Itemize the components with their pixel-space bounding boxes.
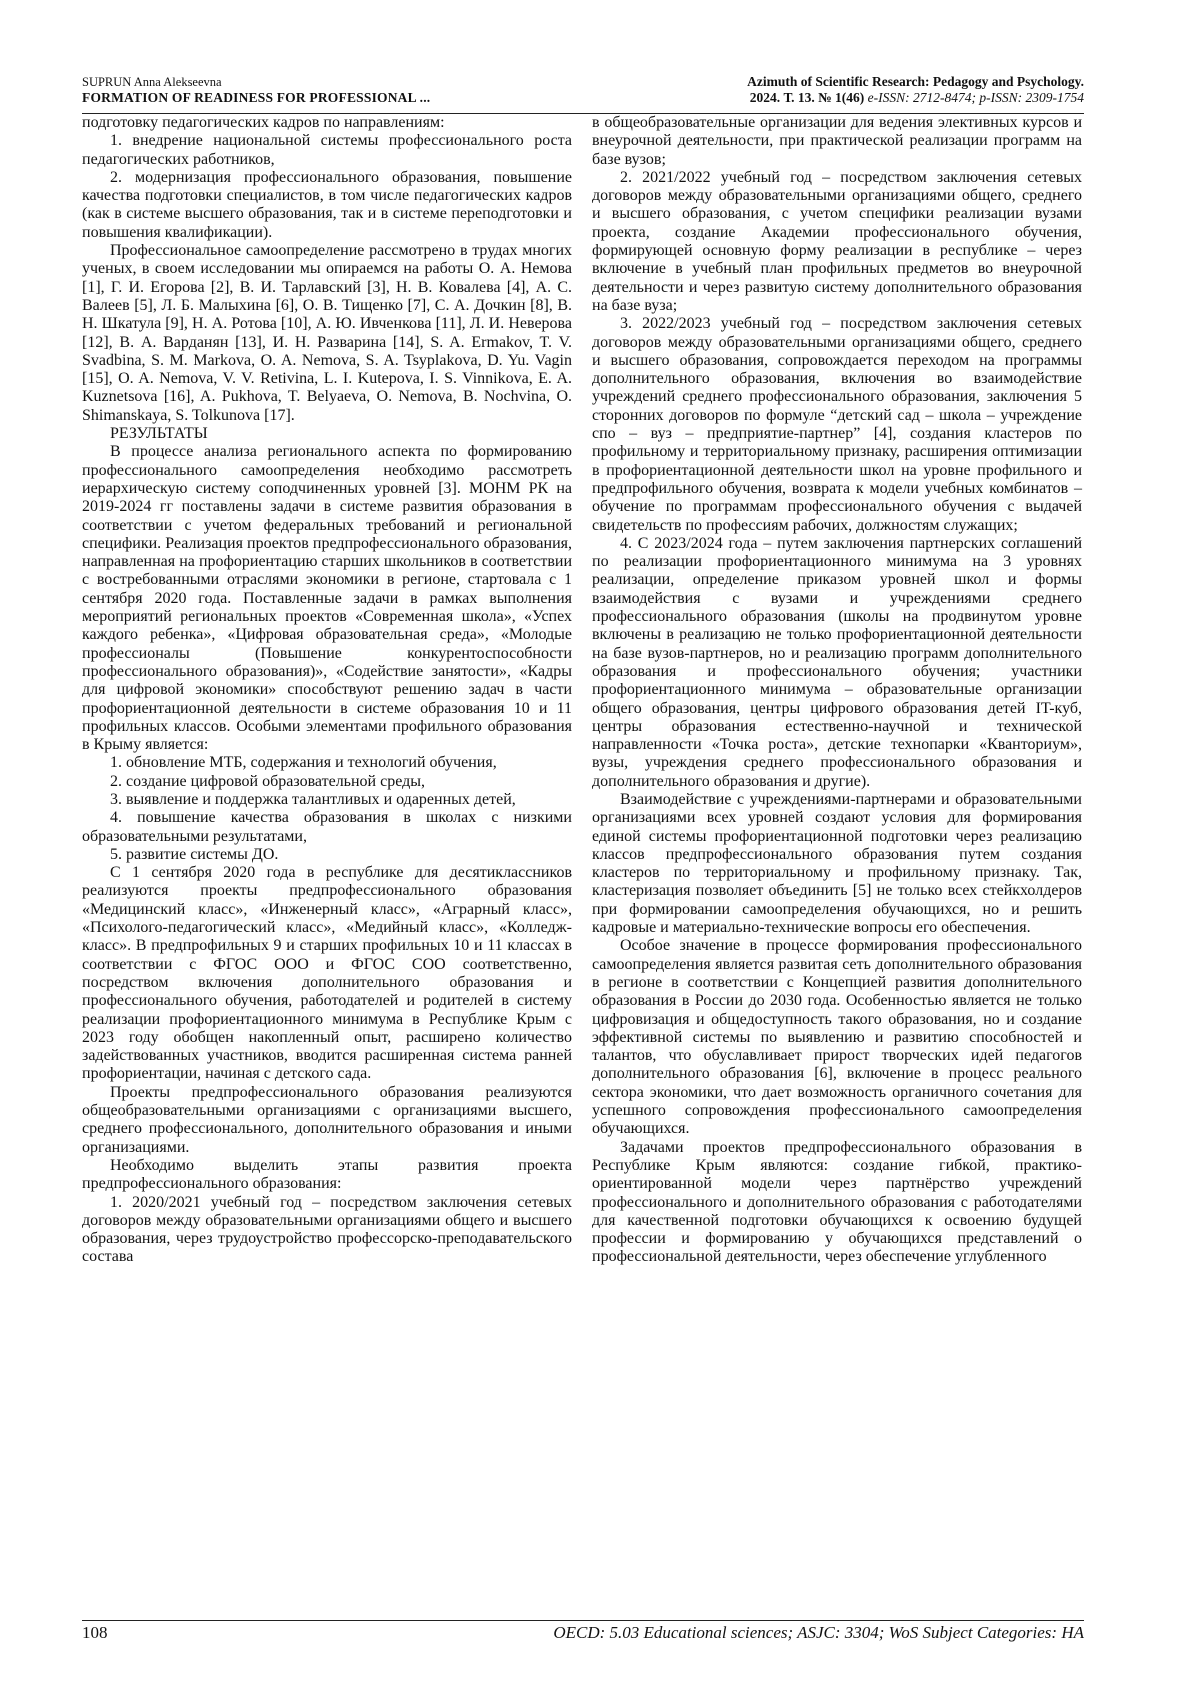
header-article-title: FORMATION OF READINESS FOR PROFESSIONAL ... [82,90,431,105]
paragraph: Задачами проектов предпрофессионального образования в Республике Крым являются: создание гибкой, практико-ориентированной модели через партнёрство учреждений профессионального и дополнительного образования с работодателями для качественной подготовки обучающихся к освоению будущей профессии и формированию у обучающихся представлений о профессиональной деятельности, через обеспечение углубленного [592,1138,1082,1266]
list-item: 3. выявление и поддержка талантливых и одаренных детей, [110,790,516,808]
list-item: 4. С 2023/2024 года – путем заключения партнерских соглашений по реализации профориентационного минимума на 3 уровнях реализации, определение приказом уровней школ и формы взаимодействия с вузами и учреждениями среднего профессионального образования (школы на продвинутом уровне включены в реализацию не только профориентационной деятельности на базе вузов-партнеров, но и реализацию программ дополнительного образования и профессионального обучения; участники профориентационного минимума – образовательные организации общего образования, центры цифрового образования детей IT-куб, центры образования естественно-научной и технической направленности «Точка роста», детские технопарки «Кванториум», вузы, учреждения среднего профессионального образования и дополнительного образования и другие). [592,534,1082,790]
list-item: 2. создание цифровой образовательной среды, [110,772,425,790]
paragraph: С 1 сентября 2020 года в республике для десятиклассников реализуются проекты предпрофессионального образования «Медицинский класс», «Инженерный класс», «Аграрный класс», «Психолого-педагогический класс», «Медийный класс», «Колледж-класс». В предпрофильных 9 и старших профильных 10 и 11 классах в соответствии с ФГОС ООО и ФГОС СОО соответственно, посредством включения дополнительного образования и профессионального обучения, работодателей и родителей в систему реализации профориентационного минимума в Республике Крым с 2023 году обобщен накопленный опыт, расширено количество задействованных участников, вводится расширенная система ранней профориентации, начиная с детского сада. [82,864,572,1083]
right-column [592,114,1082,1267]
footer-rule [82,1620,1084,1621]
section-heading-results: РЕЗУЛЬТАТЫ [110,425,208,443]
list-item: 2. модернизация профессионального образования, повышение качества подготовки специалистов, в том числе педагогических кадров (как в системе высшего образования, так и в системе переподготовки и повышения квалификации). [82,168,572,241]
running-header-right [747,74,1084,106]
list-item: 2. 2021/2022 учебный год – посредством заключения сетевых договоров между образовательными организациями общего, среднего и высшего образования, с учетом специфики реализации вузами проекта, создание Академии профессионального обучения, формирующей основную форму реализации в республике – через включение в учебный план профильных предметов во внеурочной деятельности и через развитую систему дополнительного образования на базе вуза; [592,168,1082,314]
paragraph: В процессе анализа регионального аспекта по формированию профессионального самоопределения необходимо рассмотреть иерархическую систему соподчиненных уровней [3]. МОНМ РК на 2019-2024 гг поставлены задачи в системе развития образования в соответствии с учетом федеральных требований и региональной специфики. Реализация проектов предпрофессионального образования, направленная на профориентацию старших школьников в соответствии с востребованными отраслями экономики в регионе, стартовала с 1 сентября 2020 года. Поставленные задачи в рамках выполнения мероприятий региональных проектов «Современная школа», «Успех каждого ребенка», «Цифровая образовательная среда», «Молодые профессионалы (Повышение конкурентоспособности профессионального образования)», «Содействие занятости», «Кадры для цифровой экономики» способствуют решению задач в части профориентационной деятельности в системе образования 10 и 11 профильных классов. Особыми элементами профильного образования в Крыму является: [82,443,572,754]
paragraph: Профессиональное самоопределение рассмотрено в трудах многих ученых, в своем исследовании мы опираемся на работы О. А. Немова [1], Г. И. Егорова [2], В. И. Тарлавский [3], Н. В. Ковалева [4], А. С. Валеев [5], Л. Б. Малыхина [6], О. В. Тищенко [7], С. А. Дочкин [8], В. Н. Шкатула [9], Н. А. Ротова [10], А. Ю. Ивченкова [11], Л. И. Неверова [12], В. А. Варданян [13], И. Н. Разварина [14], S. A. Ermakov, T. V. Svadbina, S. M. Markova, O. A. Nemova, S. A. Tsyplakova, D. Yu. Vagin [15], O. A. Nemova, V. V. Retivina, L. I. Kutepova, I. S. Vinnikova, E. A. Kuznetsova [16], A. Pukhova, T. Belyaeva, O. Nemova, B. Nochvina, O. Shimanskaya, S. Tolkunova [17]. [82,242,572,424]
page-number: 108 [82,1623,108,1642]
list-item: 3. 2022/2023 учебный год – посредством заключения сетевых договоров между образовательными организациями общего, среднего и высшего образования, сопровождается переходом на программы дополнительного образования, включения во взаимодействие учреждений среднего профессионального образования, заключения 5 сторонних договоров по формуле “детский сад – школа – учреждение спо – вуз – предприятие-партнер” [4], создания кластеров по профильному и территориальному признаку, расширения оптимизации в профориентационной деятельности школ на уровне профильного и предпрофильного обучения, возврата к модели учебных комбинатов – обучение по программам профессионального обучения с выдачей свидетельств по профессиям рабочих, должностям служащих; [592,315,1082,534]
list-item: 5. развитие системы ДО. [110,845,279,863]
header-issn: e-ISSN: 2712-8474; p-ISSN: 2309-1754 [867,90,1084,105]
subject-classification: OECD: 5.03 Educational sciences; ASJC: 3304; WoS Subject Categories: HA [553,1623,1084,1642]
header-issue: 2024. Т. 13. № 1(46) [749,90,865,105]
left-column [82,114,572,1267]
paragraph: Необходимо выделить этапы развития проекта предпрофессионального образования: [82,1156,572,1193]
paragraph: в общеобразовательные организации для ведения элективных курсов и внеурочной деятельности, при практической реализации программ на базе вузов; [592,114,1082,168]
paragraph: подготовку педагогических кадров по направлениям: [82,114,445,131]
list-item: 1. внедрение национальной системы профессионального роста педагогических работников, [82,132,572,168]
paragraph: Особое значение в процессе формирования профессионального самоопределения является развитая сеть дополнительного образования в регионе в соответствии с Концепцией развития дополнительного образования в России до 2030 года. Особенностью является не только цифровизация и общедоступность такого образования, но и создание эффективной системы по выявлению и развитию способностей и талантов, что обуславливает прирост творческих идей педагогов дополнительного образования [6], включение в процесс реального сектора экономики, что дает возможность органичного сочетания для успешного сопровождения профессионального самоопределения обучающихся. [592,937,1082,1138]
list-item: 4. повышение качества образования в школах с низкими образовательными результатами, [82,809,572,845]
header-author: SUPRUN Anna Alekseevna [82,75,222,89]
list-item: 1. 2020/2021 учебный год – посредством заключения сетевых договоров между образовательными организациями общего и высшего образования, через трудоустройство профессорско-преподавательского состава [82,1193,572,1266]
paragraph: Взаимодействие с учреждениями-партнерами и образовательными организациями всех уровней создают условия для формирования единой системы профориентационной подготовки через реализацию классов предпрофессионального образования путем создания кластеров по территориальному и профильному признаку. Так, кластеризация позволяет объединить [5] не только всех стейкхолдеров при формировании самоопределения обучающихся, но и решить кадровые и материально-технические вопросы его обеспечения. [592,790,1082,937]
paragraph: Проекты предпрофессионального образования реализуются общеобразовательными организациями с организациями высшего, среднего профессионального, дополнительного образования и иными организациями. [82,1083,572,1156]
header-journal-name: Azimuth of Scientific Research: Pedagogy and Psychology. [747,74,1084,89]
running-header-left [82,74,430,106]
list-item: 1. обновление МТБ, содержания и технологий обучения, [110,754,497,772]
